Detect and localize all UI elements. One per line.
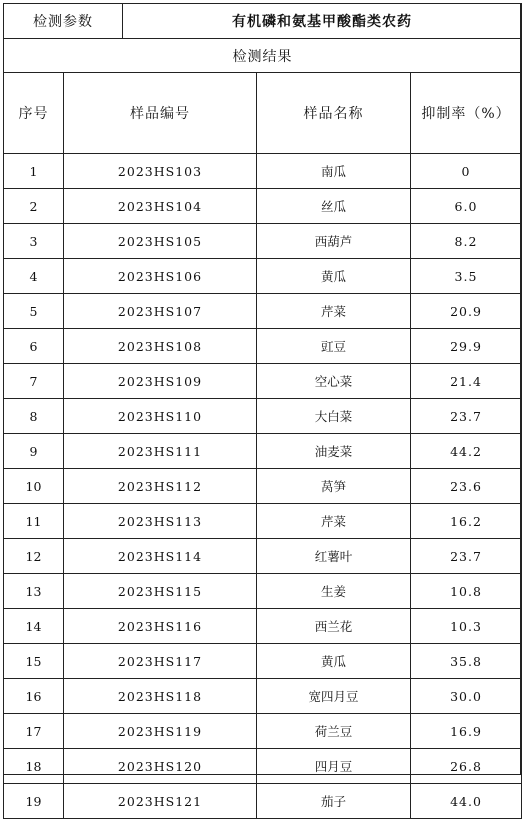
inhibition-rate: 23.7 [411,399,522,434]
sample-code: 2023HS104 [64,189,257,224]
results-sheet [3,3,521,809]
row-number: 18 [4,749,64,784]
table-row [4,294,522,329]
inhibition-rate: 23.7 [411,539,522,574]
row-number: 17 [4,714,64,749]
inhibition-rate: 0 [411,154,522,189]
row-number: 6 [4,329,64,364]
sample-name: 荷兰豆 [257,714,411,749]
table-row [4,784,522,819]
sample-name: 芹菜 [257,504,411,539]
inhibition-rate: 44.2 [411,434,522,469]
row-number: 19 [4,784,64,819]
row-number: 1 [4,154,64,189]
sample-name: 生姜 [257,574,411,609]
table-row [4,469,522,504]
sample-code: 2023HS121 [64,784,257,819]
inhibition-rate: 26.8 [411,749,522,784]
table-row [4,749,522,784]
sample-name: 红薯叶 [257,539,411,574]
row-number: 10 [4,469,64,504]
sample-code: 2023HS112 [64,469,257,504]
parameter-row [4,4,522,39]
sample-code: 2023HS120 [64,749,257,784]
inhibition-rate: 20.9 [411,294,522,329]
row-number: 13 [4,574,64,609]
sample-code: 2023HS115 [64,574,257,609]
sample-code: 2023HS108 [64,329,257,364]
table-row [4,714,522,749]
sample-code: 2023HS113 [64,504,257,539]
parameter-label: 检测参数 [4,4,123,39]
section-title: 检测结果 [4,39,522,73]
row-number: 12 [4,539,64,574]
row-number: 14 [4,609,64,644]
table-row [4,189,522,224]
sample-name: 油麦菜 [257,434,411,469]
sample-code: 2023HS109 [64,364,257,399]
row-number: 15 [4,644,64,679]
parameter-value: 有机磷和氨基甲酸酯类农药 [123,4,522,39]
table-row [4,434,522,469]
table-row [4,154,522,189]
table-row [4,609,522,644]
sample-name: 西葫芦 [257,224,411,259]
sample-name: 大白菜 [257,399,411,434]
column-header-row [4,73,522,154]
sample-name: 莴笋 [257,469,411,504]
sample-name: 茄子 [257,784,411,819]
sample-name: 四月豆 [257,749,411,784]
sample-name: 黄瓜 [257,259,411,294]
table-row [4,259,522,294]
results-table [3,3,522,819]
sample-code: 2023HS103 [64,154,257,189]
table-row [4,399,522,434]
sample-code: 2023HS105 [64,224,257,259]
row-number: 9 [4,434,64,469]
inhibition-rate: 10.8 [411,574,522,609]
row-number: 4 [4,259,64,294]
inhibition-rate: 10.3 [411,609,522,644]
table-row [4,329,522,364]
row-number: 2 [4,189,64,224]
sample-code: 2023HS111 [64,434,257,469]
inhibition-rate: 35.8 [411,644,522,679]
inhibition-rate: 16.9 [411,714,522,749]
sample-name: 豇豆 [257,329,411,364]
column-header-code: 样品编号 [64,73,257,154]
table-row [4,679,522,714]
sample-code: 2023HS110 [64,399,257,434]
inhibition-rate: 29.9 [411,329,522,364]
sample-code: 2023HS116 [64,609,257,644]
sample-name: 黄瓜 [257,644,411,679]
sample-name: 丝瓜 [257,189,411,224]
inhibition-rate: 30.0 [411,679,522,714]
table-row [4,574,522,609]
inhibition-rate: 3.5 [411,259,522,294]
sample-name: 空心菜 [257,364,411,399]
sample-name: 芹菜 [257,294,411,329]
sample-name: 南瓜 [257,154,411,189]
table-row [4,644,522,679]
row-number: 11 [4,504,64,539]
row-number: 16 [4,679,64,714]
column-header-name: 样品名称 [257,73,411,154]
section-row [4,39,522,73]
sample-code: 2023HS106 [64,259,257,294]
inhibition-rate: 23.6 [411,469,522,504]
sample-code: 2023HS107 [64,294,257,329]
sample-name: 宽四月豆 [257,679,411,714]
sample-code: 2023HS117 [64,644,257,679]
inhibition-rate: 16.2 [411,504,522,539]
row-number: 8 [4,399,64,434]
row-number: 3 [4,224,64,259]
column-header-no: 序号 [4,73,64,154]
table-row [4,539,522,574]
table-row [4,224,522,259]
sample-name: 西兰花 [257,609,411,644]
column-header-rate: 抑制率（%） [411,73,522,154]
inhibition-rate: 6.0 [411,189,522,224]
table-row [4,504,522,539]
inhibition-rate: 8.2 [411,224,522,259]
sample-code: 2023HS114 [64,539,257,574]
table-row [4,364,522,399]
sample-code: 2023HS119 [64,714,257,749]
row-number: 5 [4,294,64,329]
inhibition-rate: 21.4 [411,364,522,399]
row-number: 7 [4,364,64,399]
sample-code: 2023HS118 [64,679,257,714]
inhibition-rate: 44.0 [411,784,522,819]
